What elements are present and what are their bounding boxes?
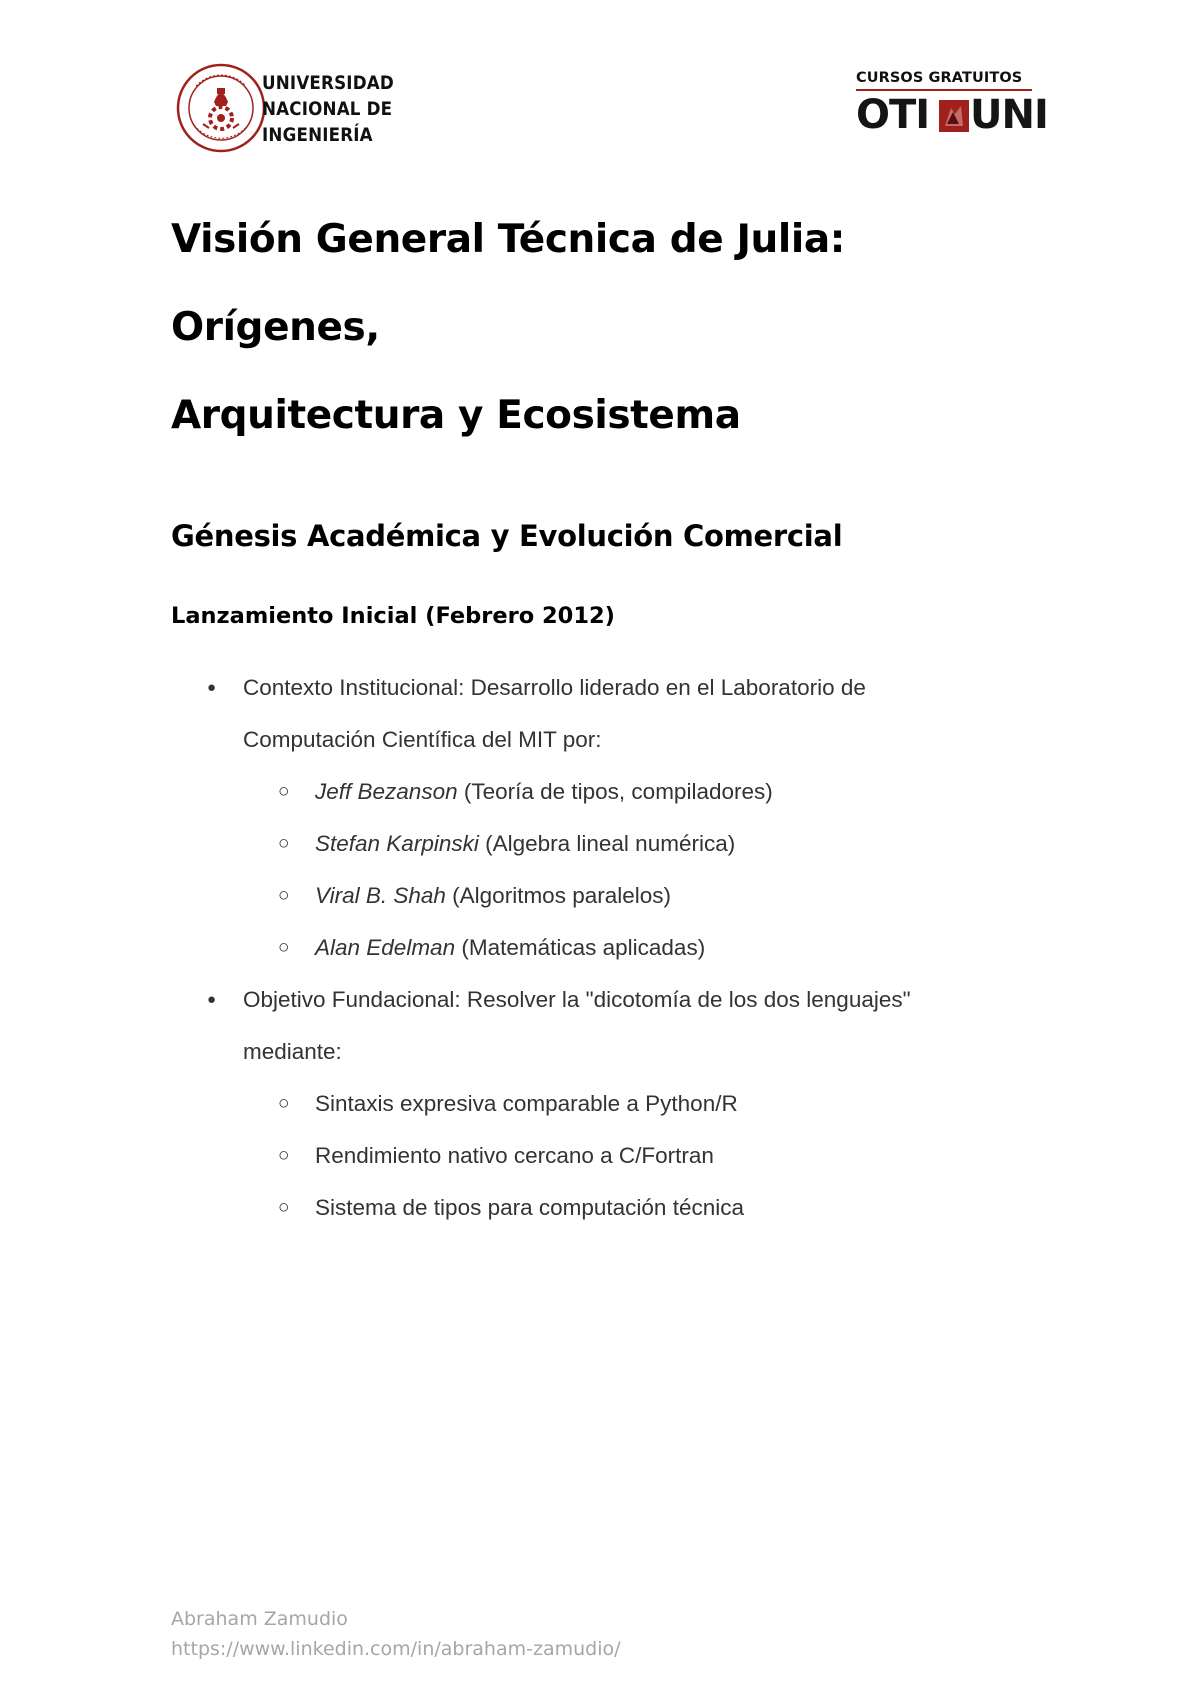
sub-list-item (243, 1078, 1031, 1130)
document-title-line-1: Visión General Técnica de Julia: Orígenes, (171, 217, 845, 350)
person-detail: (Algebra lineal numérica) (478, 831, 736, 856)
university-name-line-1: UNIVERSIDAD (262, 72, 394, 94)
sub-list-item-text: Sintaxis expresiva comparable a Python/R (315, 1091, 738, 1116)
oti-word-right: UNI (970, 92, 1048, 138)
list-item-text-line-2: mediante: (243, 1039, 342, 1064)
person-detail: (Algoritmos paralelos) (445, 883, 671, 908)
circle-bullet-icon: ○ (278, 937, 290, 958)
list-item-text-line-1: Objetivo Fundacional: Resolver la "dicotomía de los dos lenguajes" (243, 987, 911, 1012)
sub-list-item (243, 1182, 1031, 1234)
sub-bullet-list (243, 766, 1031, 974)
bullet-icon: ● (207, 679, 217, 696)
document-title (171, 196, 1031, 460)
circle-bullet-icon: ○ (278, 1093, 290, 1114)
oti-uni-logo (856, 70, 1048, 138)
sub-list-item (243, 1130, 1031, 1182)
sub-list-item-text: Sistema de tipos para computación técnica (315, 1195, 744, 1220)
section-title: Génesis Académica y Evolución Comercial (171, 519, 843, 553)
university-seal-logo (176, 62, 266, 154)
list-item (171, 662, 1031, 974)
oti-emblem-icon (939, 100, 969, 132)
footer-link[interactable]: https://www.linkedin.com/in/abraham-zamudio/ (171, 1638, 621, 1660)
footer-author: Abraham Zamudio (171, 1608, 348, 1630)
circle-bullet-icon: ○ (278, 885, 290, 906)
page-header (0, 0, 1192, 170)
document-body (171, 196, 1031, 1234)
person-name: Alan Edelman (315, 935, 456, 960)
person-detail: (Teoría de tipos, compiladores) (457, 779, 773, 804)
list-item-text-line-2: Computación Científica del MIT por: (243, 727, 602, 752)
university-name-line-2: NACIONAL DE (262, 98, 393, 120)
main-bullet-list (171, 662, 1031, 1234)
bullet-icon: ● (207, 991, 217, 1008)
subsection-title: Lanzamiento Inicial (Febrero 2012) (171, 603, 615, 629)
oti-top-label: CURSOS GRATUITOS (856, 70, 1032, 91)
sub-bullet-list (243, 1078, 1031, 1234)
oti-word-left: OTI (856, 92, 930, 138)
document-title-line-2: Arquitectura y Ecosistema (171, 393, 741, 438)
sub-list-item (243, 766, 1031, 818)
university-name-line-3: INGENIERÍA (262, 124, 373, 146)
list-item (171, 974, 1031, 1234)
circle-bullet-icon: ○ (278, 1197, 290, 1218)
university-name (262, 70, 394, 148)
person-name: Viral B. Shah (315, 883, 446, 908)
sub-list-item (243, 818, 1031, 870)
circle-bullet-icon: ○ (278, 1145, 290, 1166)
sub-list-item-text: Rendimiento nativo cercano a C/Fortran (315, 1143, 714, 1168)
person-name: Jeff Bezanson (315, 779, 458, 804)
sub-list-item (243, 922, 1031, 974)
person-detail: (Matemáticas aplicadas) (455, 935, 706, 960)
oti-wordmark (856, 92, 1048, 138)
sub-list-item (243, 870, 1031, 922)
list-item-text-line-1: Contexto Institucional: Desarrollo liderado en el Laboratorio de (243, 675, 866, 700)
page-footer (171, 1604, 621, 1664)
circle-bullet-icon: ○ (278, 781, 290, 802)
circle-bullet-icon: ○ (278, 833, 290, 854)
person-name: Stefan Karpinski (315, 831, 479, 856)
